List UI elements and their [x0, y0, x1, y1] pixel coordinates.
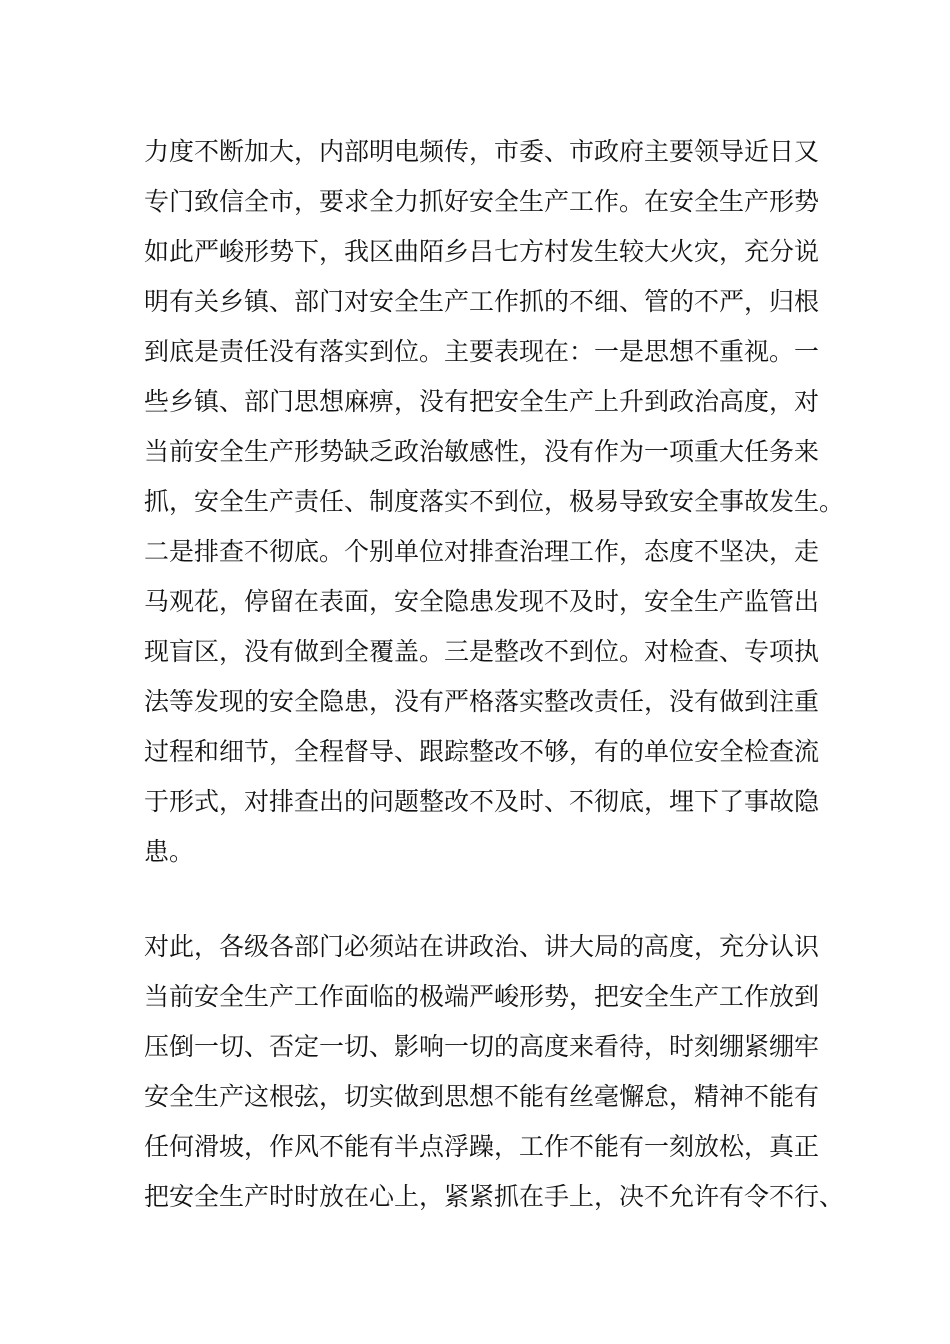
text-line: 现盲区，没有做到全覆盖。三是整改不到位。对检查、专项执 [144, 637, 820, 666]
text-line: 如此严峻形势下，我区曲陌乡吕七方村发生较大火灾，充分说 [144, 237, 820, 266]
text-line: 对此，各级各部门必须站在讲政治、讲大局的高度，充分认识 [144, 932, 820, 961]
text-line: 任何滑坡，作风不能有半点浮躁，工作不能有一刻放松，真正 [144, 1132, 820, 1161]
text-line: 当前安全生产形势缺乏政治敏感性，没有作为一项重大任务来 [144, 437, 820, 466]
text-line: 当前安全生产工作面临的极端严峻形势，把安全生产工作放到 [144, 982, 820, 1011]
text-line: 力度不断加大，内部明电频传，市委、市政府主要领导近日又 [144, 137, 820, 166]
text-line: 些乡镇、部门思想麻痹，没有把安全生产上升到政治高度，对 [144, 387, 820, 416]
text-line: 明有关乡镇、部门对安全生产工作抓的不细、管的不严，归根 [144, 287, 820, 316]
text-line: 二是排查不彻底。个别单位对排查治理工作，态度不坚决，走 [144, 537, 820, 566]
text-line: 法等发现的安全隐患，没有严格落实整改责任，没有做到注重 [144, 687, 820, 716]
text-line: 患。 [144, 837, 195, 866]
text-line: 于形式，对排查出的问题整改不及时、不彻底，埋下了事故隐 [144, 787, 820, 816]
text-line: 安全生产这根弦，切实做到思想不能有丝毫懈怠，精神不能有 [144, 1082, 820, 1111]
paragraph-1 [144, 127, 845, 877]
text-line: 压倒一切、否定一切、影响一切的高度来看待，时刻绷紧绷牢 [144, 1032, 820, 1061]
text-line: 到底是责任没有落实到位。主要表现在：一是思想不重视。一 [144, 337, 820, 366]
text-line: 马观花，停留在表面，安全隐患发现不及时，安全生产监管出 [144, 587, 820, 616]
paragraph-2 [144, 922, 845, 1222]
text-line: 过程和细节，全程督导、跟踪整改不够，有的单位安全检查流 [144, 737, 820, 766]
text-line: 把安全生产时时放在心上，紧紧抓在手上，决不允许有令不行、 [144, 1182, 845, 1211]
text-line: 抓，安全生产责任、制度落实不到位，极易导致安全事故发生。 [144, 487, 845, 516]
text-line: 专门致信全市，要求全力抓好安全生产工作。在安全生产形势 [144, 187, 820, 216]
